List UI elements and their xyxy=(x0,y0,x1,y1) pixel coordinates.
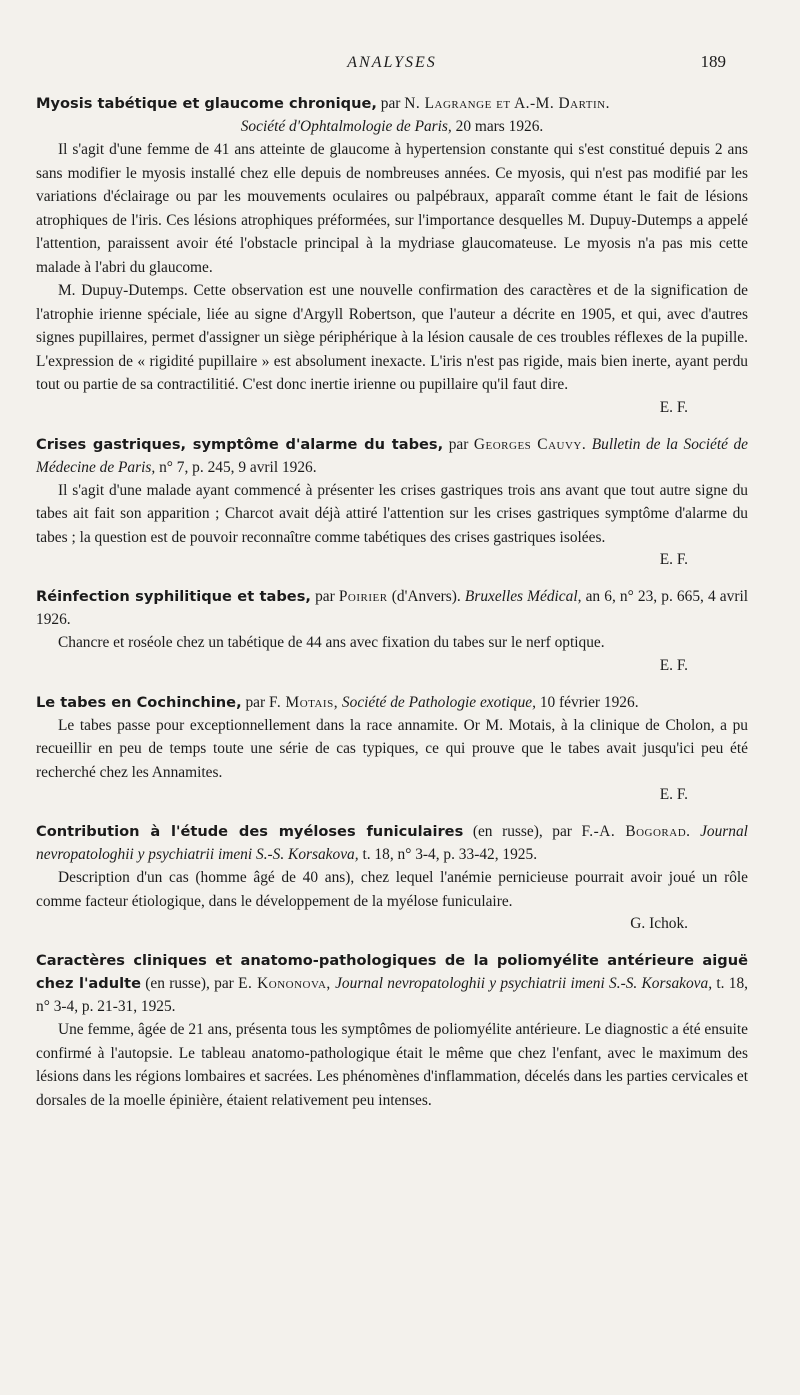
article-signature: E. F. xyxy=(659,551,688,568)
article-date: t. 18, n° 3-4, p. 33-42, 1925. xyxy=(362,846,538,863)
article-heading xyxy=(36,820,748,866)
article-paragraph: Le tabes passe pour exceptionnellement dans la race annamite. Or M. Motais, à la clinique de Cholon, a pu recueillir en peu de temps toute une série de cas typiques, ce qui prouve que le tabes avait jusqu'ici peu été recherché chez les Annamites. xyxy=(36,716,748,781)
article-authors: E. Kononova, xyxy=(238,975,331,992)
article-heading xyxy=(36,92,748,138)
article-body xyxy=(36,714,748,785)
running-head xyxy=(36,48,748,78)
article-heading xyxy=(36,691,748,714)
article-by: par xyxy=(315,588,335,605)
article-paragraph: Il s'agit d'une femme de 41 ans atteinte de glaucome à hypertension constante qui s'est constitué depuis 2 ans sans modifier le myosis installé chez elle depuis de nombreuses années. Ce myosis, qui n'est pas modifié par les variations d'éclairage ou par les mouvements oculaires ou palpébraux, apparaît comme étant le fait de lésions atrophiques de l'iris. Ces lésions atrophiques préformées, sur l'importance desquelles M. Dupuy-Dutemps a appelé l'attention, paraissent avoir été l'obstacle principal à la mydriase glaucomateuse. Le myosis n'a pas mis cette malade à l'abri du glaucome. xyxy=(36,141,748,276)
article-source: Journal nevropatologhii y psychiatrii imeni S.-S. Korsakova, xyxy=(36,823,748,863)
article-authors: Poirier xyxy=(338,588,388,605)
article-paragraph: Une femme, âgée de 21 ans, présenta tous les symptômes de poliomyélite antérieure. Le diagnostic a été ensuite confirmé à l'autopsie. Le tableau anatomo-pathologique était le même que chez l'enfant, avec le maximum des lésions dans les régions lombaires et sacrées. Les phénomènes d'inflammation, décelés dans les parties cervicales et dorsales de la moelle épinière, étaient relativement peu intenses. xyxy=(36,1021,748,1109)
article-date: n° 7, p. 245, 9 avril 1926. xyxy=(159,458,317,476)
article-title: Réinfection syphilitique et tabes, xyxy=(36,588,311,605)
article-heading xyxy=(36,949,748,1018)
article-authors: N. Lagrange et A.-M. Dartin. xyxy=(404,95,610,112)
running-title: ANALYSES xyxy=(347,54,437,71)
article-source: Journal nevropatologhii y psychiatrii imeni S.-S. Korsakova, xyxy=(335,975,713,992)
article-body xyxy=(36,479,748,550)
article-title: Crises gastriques, symptôme d'alarme du tabes, xyxy=(36,435,444,453)
article-signature: G. Ichok. xyxy=(630,915,688,932)
article-date: t. 18, n° 3-4, p. 21-31, 1925. xyxy=(36,975,749,1015)
article-myeloses-funiculaires xyxy=(36,820,748,935)
page-number: 189 xyxy=(700,52,726,71)
article-crises-gastriques xyxy=(36,433,748,572)
article-date: 10 février 1926. xyxy=(539,693,639,711)
article-body xyxy=(36,866,748,913)
article-source-line xyxy=(36,115,748,138)
article-by: par xyxy=(245,693,266,711)
article-title: Myosis tabétique et glaucome chronique, xyxy=(36,95,377,112)
article-heading xyxy=(36,585,748,631)
article-poliomyelite xyxy=(36,949,748,1112)
page xyxy=(36,48,748,1112)
article-body xyxy=(36,1018,748,1112)
article-signature: E. F. xyxy=(659,398,688,416)
article-title: Contribution à l'étude des myéloses funiculaires xyxy=(36,823,464,840)
article-source: Bulletin de la Société de Médecine de Paris, xyxy=(36,435,748,476)
article-signature: E. F. xyxy=(659,786,688,803)
article-authors: F.-A. Bogorad. xyxy=(581,823,691,840)
article-source: Bruxelles Médical, xyxy=(464,588,582,605)
article-source: Société d'Ophtalmologie de Paris, xyxy=(240,118,452,135)
article-by: par xyxy=(380,95,401,112)
article-reinfection-syphilitique xyxy=(36,585,748,677)
article-body xyxy=(36,631,748,655)
article-paragraph: Description d'un cas (homme âgé de 40 ans), chez lequel l'anémie pernicieuse pourrait avoir joué un rôle comme facteur étiologique, dans le développement de la myélose funiculaire. xyxy=(36,869,748,910)
article-by: par xyxy=(448,435,469,453)
article-date: 20 mars 1926. xyxy=(455,118,544,135)
article-body xyxy=(36,138,748,397)
article-paragraph: Il s'agit d'une malade ayant commencé à présenter les crises gastriques trois ans avant que tout autre signe du tabes ait fait son apparition ; Charcot avait déjà attiré l'attention sur les crises gastriques symptôme d'alarme du tabes ; la question est de pouvoir reconnaître comme tabétiques des crises gastriques isolées. xyxy=(36,481,748,546)
article-source: Société de Pathologie exotique, xyxy=(341,693,536,711)
article-place: (d'Anvers). xyxy=(391,588,461,605)
article-heading xyxy=(36,433,748,479)
article-authors: Georges Cauvy. xyxy=(473,435,587,453)
article-myosis-tabetique xyxy=(36,92,748,419)
article-signature: E. F. xyxy=(659,656,688,674)
article-title: Caractères cliniques et anatomo-pathologiques de la poliomyélite antérieure aiguë chez l'adulte xyxy=(36,952,748,992)
article-date: an 6, n° 23, p. 665, 4 avril 1926. xyxy=(36,588,749,628)
article-tabes-cochinchine xyxy=(36,691,748,807)
article-by: (en russe), par xyxy=(472,823,572,840)
article-title: Le tabes en Cochinchine, xyxy=(36,693,242,711)
article-paragraph: M. Dupuy-Dutemps. Cette observation est une nouvelle confirmation des caractères et de la signification de l'atrophie irienne spéciale, liée au signe d'Argyll Robertson, que l'auteur a décrite en 1905, et qui, avec d'autres signes pupillaires, permet d'assigner un siège périphérique à la lésion causale de ces troubles réflexes de la pupille. L'expression de « rigidité pupillaire » est absolument inexacte. L'iris n'est pas rigide, mais bien inerte, ayant perdu tout ou partie de sa contractilitié. C'est donc inertie irienne ou pupillaire qu'il faut dire. xyxy=(36,282,748,393)
article-by: (en russe), par xyxy=(145,975,234,992)
article-paragraph: Chancre et roséole chez un tabétique de 44 ans avec fixation du tabes sur le nerf optique. xyxy=(58,634,605,651)
article-authors: F. Motais, xyxy=(269,693,339,711)
